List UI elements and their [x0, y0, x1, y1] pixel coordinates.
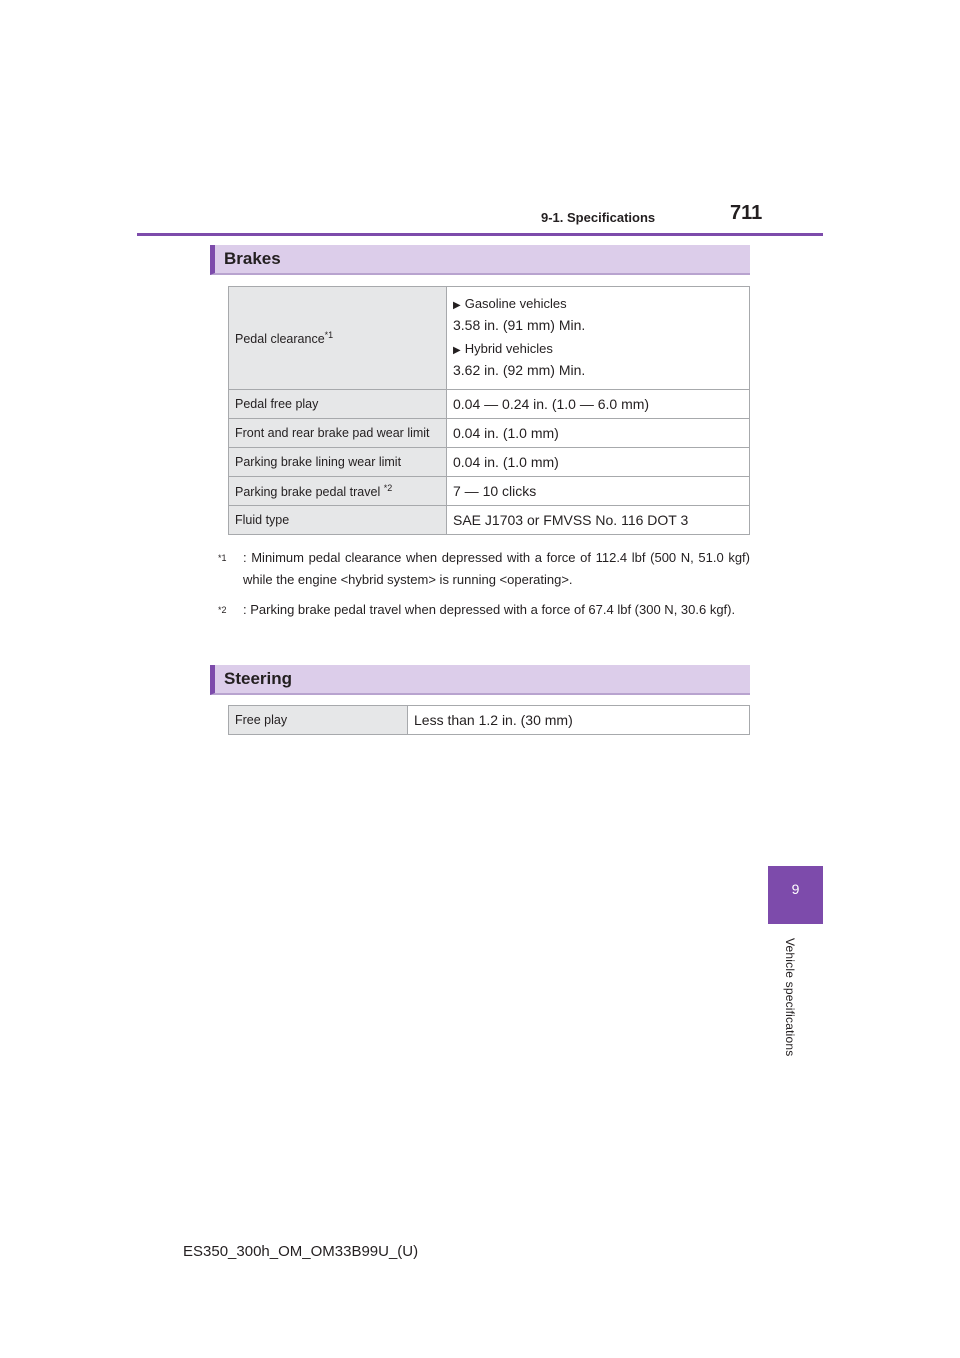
brakes-spec-table — [228, 286, 750, 535]
footnote-1 — [218, 547, 750, 591]
table-label-cell: Pedal free play — [229, 390, 447, 419]
footnote-text: : Parking brake pedal travel when depressed with a force of 67.4 lbf (300 N, 30.6 kgf). — [243, 602, 736, 617]
table-label-cell: Fluid type — [229, 506, 447, 535]
table-row — [229, 390, 750, 419]
footnote-2 — [218, 599, 750, 621]
table-value-cell: 0.04 in. (1.0 mm) — [447, 448, 750, 477]
table-label-cell — [229, 287, 447, 390]
list-item — [453, 341, 743, 356]
pedal-clearance-label: Pedal clearance — [235, 332, 325, 347]
header-rule — [137, 233, 823, 236]
table-value-cell: 0.04 in. (1.0 mm) — [447, 419, 750, 448]
table-label-cell: Front and rear brake pad wear limit — [229, 419, 447, 448]
table-label-cell: Parking brake lining wear limit — [229, 448, 447, 477]
steering-heading-text: Steering — [224, 669, 293, 688]
table-row — [229, 506, 750, 535]
page-header — [0, 0, 960, 240]
triangle-right-icon: ▶ — [453, 299, 461, 311]
table-value-cell: SAE J1703 or FMVSS No. 116 DOT 3 — [447, 506, 750, 535]
table-label-cell: Free play — [229, 706, 408, 735]
table-label-cell — [229, 477, 447, 506]
chapter-tab-label: Vehicle specifications — [783, 938, 797, 1057]
table-value-cell: Less than 1.2 in. (30 mm) — [408, 706, 750, 735]
footnote-text: : Minimum pedal clearance when depressed with a force of 112.4 lbf (500 N, 51.0 kgf) while the engine <hybrid system> is running <operating>. — [243, 550, 750, 587]
brakes-heading-text: Brakes — [224, 249, 281, 268]
document-code: ES350_300h_OM_OM33B99U_(U) — [183, 1243, 419, 1260]
steering-heading — [210, 665, 750, 695]
footnote-mark: *2 — [218, 605, 227, 615]
footnote-ref: *2 — [383, 482, 393, 493]
triangle-right-icon: ▶ — [453, 344, 461, 356]
section-title: 9-1. Specifications — [541, 210, 656, 225]
table-value-cell — [447, 287, 750, 390]
table-row — [229, 477, 750, 506]
table-row — [229, 706, 750, 735]
footnote-ref: *1 — [324, 329, 334, 340]
list-item — [453, 296, 743, 311]
table-row — [229, 448, 750, 477]
table-row — [229, 287, 750, 390]
table-row — [229, 419, 750, 448]
hybrid-label: Hybrid vehicles — [464, 340, 553, 356]
steering-spec-table — [228, 705, 750, 735]
table-value-cell: 7 — 10 clicks — [447, 477, 750, 506]
gasoline-label: Gasoline vehicles — [464, 295, 567, 311]
footnote-mark: *1 — [218, 553, 227, 563]
chapter-tab-number: 9 — [791, 881, 800, 897]
parking-brake-pedal-travel-label: Parking brake pedal travel — [235, 485, 384, 500]
chapter-tab[interactable] — [768, 866, 823, 924]
table-value-cell: 0.04 — 0.24 in. (1.0 — 6.0 mm) — [447, 390, 750, 419]
page-number: 711 — [730, 202, 763, 224]
gasoline-value: 3.58 in. (91 mm) Min. — [453, 316, 586, 333]
hybrid-value: 3.62 in. (92 mm) Min. — [453, 361, 586, 378]
brakes-heading — [210, 245, 750, 275]
